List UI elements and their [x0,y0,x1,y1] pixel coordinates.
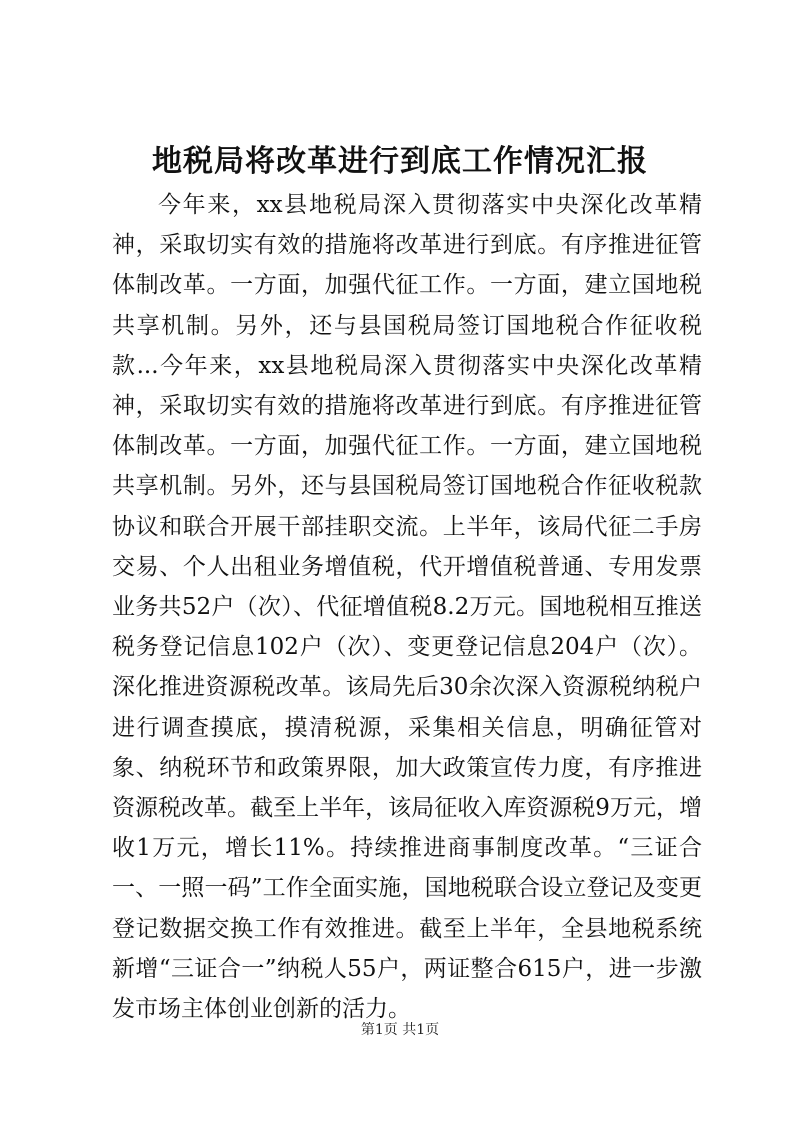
page-footer: 第1页 共1页 [360,1022,440,1038]
document-body-paragraph: 今年来，xx县地税局深入贯彻落实中央深化改革精神，采取切实有效的措施将改革进行到底。有序推进征管体制改革。一方面，加强代征工作。一方面，建立国地税共享机制。另外，还与县国税局签订国地税合作征收税款...今年来，xx县地税局深入贯彻落实中央深化改革精神，采取切实有效的措施将改革进行到底。有序推进征管体制改革。一方面，加强代征工作。一方面，建立国地税共享机制。另外，还与县国税局签订国地税合作征收税款协议和联合开展干部挂职交流。上半年，该局代征二手房交易、个人出租业务增值税，代开增值税普通、专用发票业务共52户（次）、代征增值税8.2万元。国地税相互推送税务登记信息102户（次）、变更登记信息204户（次）。深化推进资源税改革。该局先后30余次深入资源税纳税户进行调查摸底，摸清税源，采集相关信息，明确征管对象、纳税环节和政策界限，加大政策宣传力度，有序推进资源税改革。截至上半年，该局征收入库资源税9万元，增收1万元，增长11%。持续推进商事制度改革。“三证合一、一照一码”工作全面实施，国地税联合设立登记及变更登记数据交换工作有效推进。截至上半年，全县地税系统新增“三证合一”纳税人55户，两证整合615户，进一步激发市场主体创业创新的活力。 [112,192,702,1023]
document-title: 地税局将改革进行到底工作情况汇报 [152,144,648,179]
